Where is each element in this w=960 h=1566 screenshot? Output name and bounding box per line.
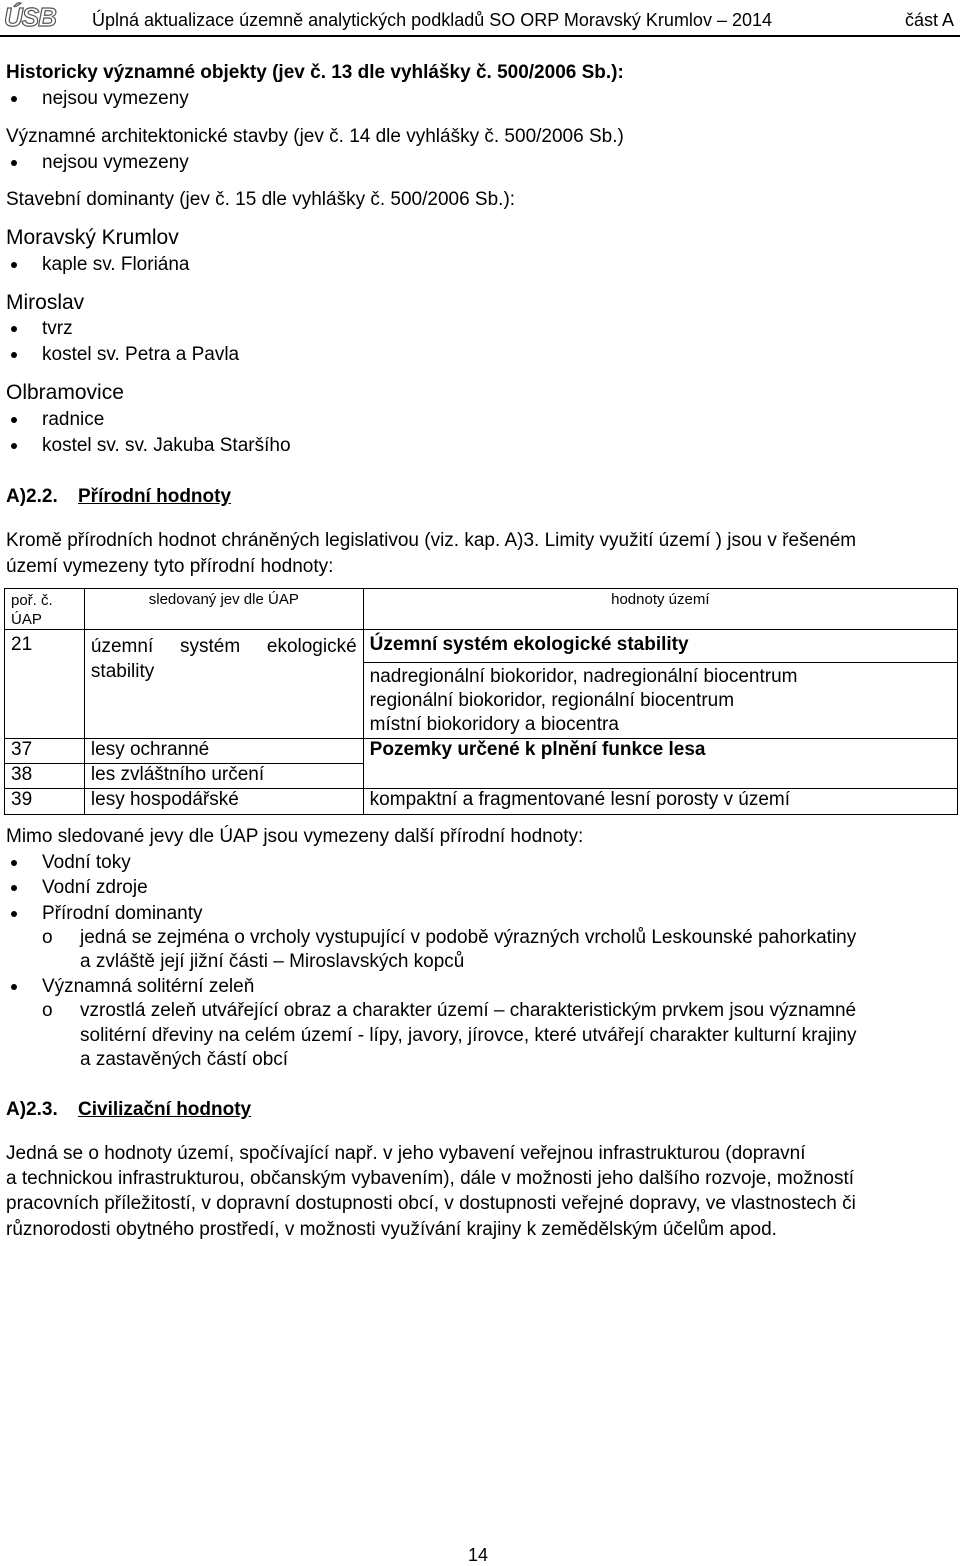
cell-jev: les zvláštního určení — [84, 764, 363, 789]
historic-item: nejsou vymezeny — [42, 88, 189, 109]
header-title: Úplná aktualizace územně analytických podkladů SO ORP Moravský Krumlov – 2014 — [92, 10, 773, 30]
mimo-item: Přírodní dominanty — [42, 903, 203, 924]
circle-bullet-icon: o — [42, 1000, 53, 1021]
dominant-heading: Stavební dominanty (jev č. 15 dle vyhlášky č. 500/2006 Sb.): — [6, 189, 516, 210]
sub-item-line: a zvláště její jižní části – Miroslavských kopců — [80, 951, 465, 972]
civ-line: pracovních příležitostí, v dopravní dostupnosti obcí, v dostupnosti veřejné dopravy, ve vlastnostech či — [6, 1193, 856, 1214]
mimo-item: Vodní toky — [42, 852, 131, 873]
sub-item-line: jedná se zejména o vrcholy vystupující v podobě výrazných vrcholů Leskounské pahorkatiny — [80, 927, 857, 948]
header-rule — [0, 35, 960, 37]
bullet-icon — [11, 860, 17, 866]
intro-line: Kromě přírodních hodnot chráněných legislativou (viz. kap. A)3. Limity využití území ) jsou v řešeném — [6, 530, 857, 551]
section-title: Civilizační hodnoty — [78, 1099, 252, 1120]
arch-heading: Významné architektonické stavby (jev č. 14 dle vyhlášky č. 500/2006 Sb.) — [6, 126, 624, 147]
town-name: Olbramovice — [6, 381, 124, 404]
bullet-icon — [11, 262, 17, 268]
bullet-icon — [11, 417, 17, 423]
sub-item-line: vzrostlá zeleň utvářející obraz a charakter území – charakteristickým prvkem jsou významné — [80, 1000, 857, 1021]
table-row — [5, 739, 958, 764]
bullet-icon — [11, 352, 17, 358]
cell-hodnoty: Pozemky určené k plnění funkce lesa — [363, 739, 957, 789]
sub-item-line: a zastavěných částí obcí — [80, 1049, 289, 1070]
cell-hodnoty: kompaktní a fragmentované lesní porosty v území — [363, 789, 957, 815]
page-header — [0, 0, 960, 36]
table-header-row — [5, 589, 958, 630]
section-number: A)2.3. — [6, 1099, 58, 1120]
cell-jev: územní systém ekologické stability — [84, 630, 363, 739]
list-item: místní biokoridory a biocentra — [369, 714, 619, 735]
arch-item: nejsou vymezeny — [42, 152, 189, 173]
header-hodnoty: hodnoty území — [363, 589, 957, 630]
mimo-lead: Mimo sledované jevy dle ÚAP jsou vymezeny další přírodní hodnoty: — [6, 826, 584, 847]
civ-line: Jedná se o hodnoty území, spočívající např. v jeho vybavení veřejnou infrastrukturou (dopravní — [6, 1143, 806, 1164]
intro-line: území vymezeny tyto přírodní hodnoty: — [6, 556, 334, 577]
town-item: kostel sv. Petra a Pavla — [42, 344, 240, 365]
town-item: radnice — [42, 409, 105, 430]
section-title: Přírodní hodnoty — [78, 486, 232, 507]
sub-item-line: solitérní dřeviny na celém území - lípy, javory, jírovce, které utvářejí charakter kulturní krajiny — [80, 1025, 857, 1046]
bullet-icon — [11, 326, 17, 332]
circle-bullet-icon: o — [42, 927, 53, 948]
natural-values-table — [4, 588, 958, 815]
cell-num: 38 — [5, 764, 85, 789]
bullet-icon — [11, 911, 17, 917]
bullet-icon — [11, 984, 17, 990]
list-item: nadregionální biokoridor, nadregionální biocentrum — [369, 666, 798, 687]
town-item: tvrz — [42, 318, 73, 339]
mimo-item: Vodní zdroje — [42, 877, 148, 898]
bullet-icon — [11, 885, 17, 891]
section-number: A)2.2. — [6, 486, 58, 507]
cell-hodnoty-title: Územní systém ekologické stability — [363, 630, 957, 663]
civ-line: různorodosti obytného prostředí, v možnosti využívání krajiny k zemědělským účelům apod. — [6, 1219, 777, 1240]
bullet-icon — [11, 160, 17, 166]
town-item: kaple sv. Floriána — [42, 254, 190, 275]
cell-num: 39 — [5, 789, 85, 815]
cell-num: 21 — [5, 630, 85, 739]
civ-line: a technickou infrastrukturou, občanským vybavením), dále v možnosti jeho dalšího rozvoje, možností — [6, 1168, 855, 1189]
list-item: regionální biokoridor, regionální biocentrum — [369, 690, 735, 711]
table-row — [5, 789, 958, 815]
usb-logo: ÚSB — [4, 2, 56, 32]
town-name: Miroslav — [6, 291, 85, 314]
cell-jev: lesy hospodářské — [84, 789, 363, 815]
cell-num: 37 — [5, 739, 85, 764]
cell-jev: lesy ochranné — [84, 739, 363, 764]
header-num: poř. č. ÚAP — [5, 589, 85, 630]
bullet-icon — [11, 443, 17, 449]
town-name: Moravský Krumlov — [6, 226, 179, 249]
header-jev: sledovaný jev dle ÚAP — [84, 589, 363, 630]
historic-heading: Historicky významné objekty (jev č. 13 dle vyhlášky č. 500/2006 Sb.): — [6, 62, 624, 83]
page-number: 14 — [468, 1545, 489, 1565]
cell-hodnoty-list — [363, 663, 957, 739]
town-item: kostel sv. sv. Jakuba Staršího — [42, 435, 291, 456]
mimo-item: Významná solitérní zeleň — [42, 976, 255, 997]
header-part: část A — [904, 10, 954, 30]
table-row — [5, 630, 958, 663]
bullet-icon — [11, 96, 17, 102]
